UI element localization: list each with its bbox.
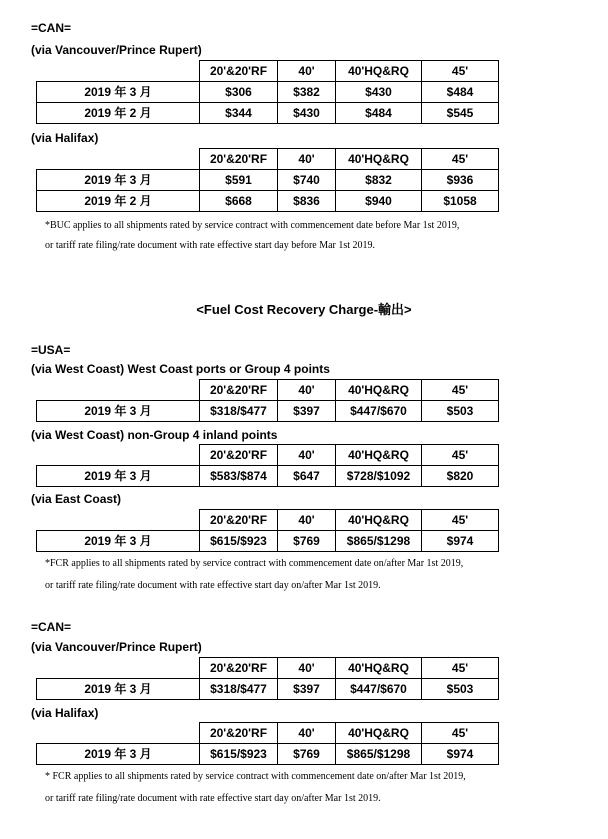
table-row xyxy=(37,401,499,422)
route-heading: (via Vancouver/Prince Rupert) xyxy=(31,640,202,654)
header-cell: 45' xyxy=(422,658,499,679)
table-header-row xyxy=(37,149,499,170)
date-cell: 2019 年 3 月 xyxy=(37,679,200,700)
header-cell: 20'&20'RF xyxy=(200,61,278,82)
rate-table xyxy=(36,444,499,487)
route-heading: (via West Coast) non-Group 4 inland points xyxy=(31,428,278,442)
header-cell: 40'HQ&RQ xyxy=(336,510,422,531)
rate-cell: $740 xyxy=(278,170,336,191)
header-cell: 40'HQ&RQ xyxy=(336,723,422,744)
header-cell: 20'&20'RF xyxy=(200,510,278,531)
footnote: or tariff rate filing/rate document with rate effective start day on/after Mar 1st 2019. xyxy=(45,580,381,591)
date-cell: 2019 年 2 月 xyxy=(37,103,200,124)
route-heading: (via West Coast) West Coast ports or Group 4 points xyxy=(31,362,330,376)
rate-cell: $820 xyxy=(422,466,499,487)
header-cell: 40' xyxy=(278,445,336,466)
rate-cell: $503 xyxy=(422,679,499,700)
header-cell: 40' xyxy=(278,658,336,679)
rate-cell: $583/$874 xyxy=(200,466,278,487)
table-header-row xyxy=(37,658,499,679)
rate-cell: $865/$1298 xyxy=(336,744,422,765)
rate-table xyxy=(36,722,499,765)
footnote: *FCR applies to all shipments rated by service contract with commencement date on/after Mar 1st 2019, xyxy=(45,558,464,569)
table-row xyxy=(37,679,499,700)
footnote: *BUC applies to all shipments rated by service contract with commencement date before Mar 1st 2019, xyxy=(45,220,460,231)
rate-cell: $1058 xyxy=(422,191,499,212)
table-row xyxy=(37,82,499,103)
rate-cell: $668 xyxy=(200,191,278,212)
rate-cell: $832 xyxy=(336,170,422,191)
rate-cell: $974 xyxy=(422,744,499,765)
route-heading: (via East Coast) xyxy=(31,492,122,506)
rate-cell: $397 xyxy=(278,679,336,700)
rate-cell: $397 xyxy=(278,401,336,422)
rate-cell: $382 xyxy=(278,82,336,103)
header-cell: 45' xyxy=(422,149,499,170)
rate-cell: $447/$670 xyxy=(336,401,422,422)
header-cell: 40'HQ&RQ xyxy=(336,61,422,82)
header-cell: 20'&20'RF xyxy=(200,445,278,466)
header-cell: 40' xyxy=(278,149,336,170)
rate-cell: $769 xyxy=(278,744,336,765)
header-cell: 40'HQ&RQ xyxy=(336,380,422,401)
table-corner xyxy=(37,445,200,466)
region-heading: =CAN= xyxy=(31,21,72,35)
rate-cell: $447/$670 xyxy=(336,679,422,700)
rate-cell: $836 xyxy=(278,191,336,212)
rate-cell: $318/$477 xyxy=(200,401,278,422)
rate-table xyxy=(36,657,499,700)
rate-table xyxy=(36,148,499,212)
route-heading: (via Halifax) xyxy=(31,131,99,145)
rate-cell: $318/$477 xyxy=(200,679,278,700)
footnote: * FCR applies to all shipments rated by service contract with commencement date on/after Mar 1st 2019, xyxy=(45,771,466,782)
date-cell: 2019 年 3 月 xyxy=(37,170,200,191)
header-cell: 20'&20'RF xyxy=(200,149,278,170)
table-corner xyxy=(37,658,200,679)
footnote: or tariff rate filing/rate document with rate effective start day before Mar 1st 2019. xyxy=(45,240,376,251)
header-cell: 45' xyxy=(422,510,499,531)
table-header-row xyxy=(37,510,499,531)
rate-cell: $503 xyxy=(422,401,499,422)
rate-table xyxy=(36,60,499,124)
header-cell: 40' xyxy=(278,510,336,531)
header-cell: 20'&20'RF xyxy=(200,658,278,679)
table-header-row xyxy=(37,445,499,466)
region-heading: =USA= xyxy=(31,343,71,357)
section-title: <Fuel Cost Recovery Charge-輸出> xyxy=(196,302,412,317)
header-cell: 45' xyxy=(422,723,499,744)
rate-cell: $306 xyxy=(200,82,278,103)
table-row xyxy=(37,170,499,191)
route-heading: (via Halifax) xyxy=(31,706,99,720)
table-row xyxy=(37,744,499,765)
rate-cell: $728/$1092 xyxy=(336,466,422,487)
rate-cell: $591 xyxy=(200,170,278,191)
table-header-row xyxy=(37,61,499,82)
rate-cell: $647 xyxy=(278,466,336,487)
table-corner xyxy=(37,61,200,82)
rate-cell: $974 xyxy=(422,531,499,552)
rate-cell: $615/$923 xyxy=(200,531,278,552)
table-header-row xyxy=(37,723,499,744)
header-cell: 40'HQ&RQ xyxy=(336,658,422,679)
header-cell: 20'&20'RF xyxy=(200,723,278,744)
header-cell: 40'HQ&RQ xyxy=(336,149,422,170)
table-header-row xyxy=(37,380,499,401)
table-row xyxy=(37,466,499,487)
rate-cell: $769 xyxy=(278,531,336,552)
rate-cell: $545 xyxy=(422,103,499,124)
rate-cell: $615/$923 xyxy=(200,744,278,765)
route-heading: (via Vancouver/Prince Rupert) xyxy=(31,43,202,57)
table-row xyxy=(37,531,499,552)
rate-cell: $344 xyxy=(200,103,278,124)
header-cell: 40' xyxy=(278,61,336,82)
table-corner xyxy=(37,380,200,401)
rate-cell: $430 xyxy=(278,103,336,124)
rate-cell: $484 xyxy=(336,103,422,124)
region-heading: =CAN= xyxy=(31,620,72,634)
date-cell: 2019 年 2 月 xyxy=(37,191,200,212)
rate-cell: $940 xyxy=(336,191,422,212)
header-cell: 45' xyxy=(422,61,499,82)
header-cell: 40' xyxy=(278,380,336,401)
date-cell: 2019 年 3 月 xyxy=(37,82,200,103)
date-cell: 2019 年 3 月 xyxy=(37,401,200,422)
footnote: or tariff rate filing/rate document with rate effective start day on/after Mar 1st 2019. xyxy=(45,793,381,804)
table-corner xyxy=(37,149,200,170)
table-row xyxy=(37,103,499,124)
rate-table xyxy=(36,379,499,422)
date-cell: 2019 年 3 月 xyxy=(37,531,200,552)
header-cell: 45' xyxy=(422,445,499,466)
rate-table xyxy=(36,509,499,552)
table-corner xyxy=(37,723,200,744)
table-row xyxy=(37,191,499,212)
rate-cell: $484 xyxy=(422,82,499,103)
date-cell: 2019 年 3 月 xyxy=(37,744,200,765)
table-corner xyxy=(37,510,200,531)
header-cell: 20'&20'RF xyxy=(200,380,278,401)
header-cell: 40'HQ&RQ xyxy=(336,445,422,466)
rate-cell: $430 xyxy=(336,82,422,103)
header-cell: 45' xyxy=(422,380,499,401)
header-cell: 40' xyxy=(278,723,336,744)
rate-cell: $936 xyxy=(422,170,499,191)
rate-cell: $865/$1298 xyxy=(336,531,422,552)
date-cell: 2019 年 3 月 xyxy=(37,466,200,487)
